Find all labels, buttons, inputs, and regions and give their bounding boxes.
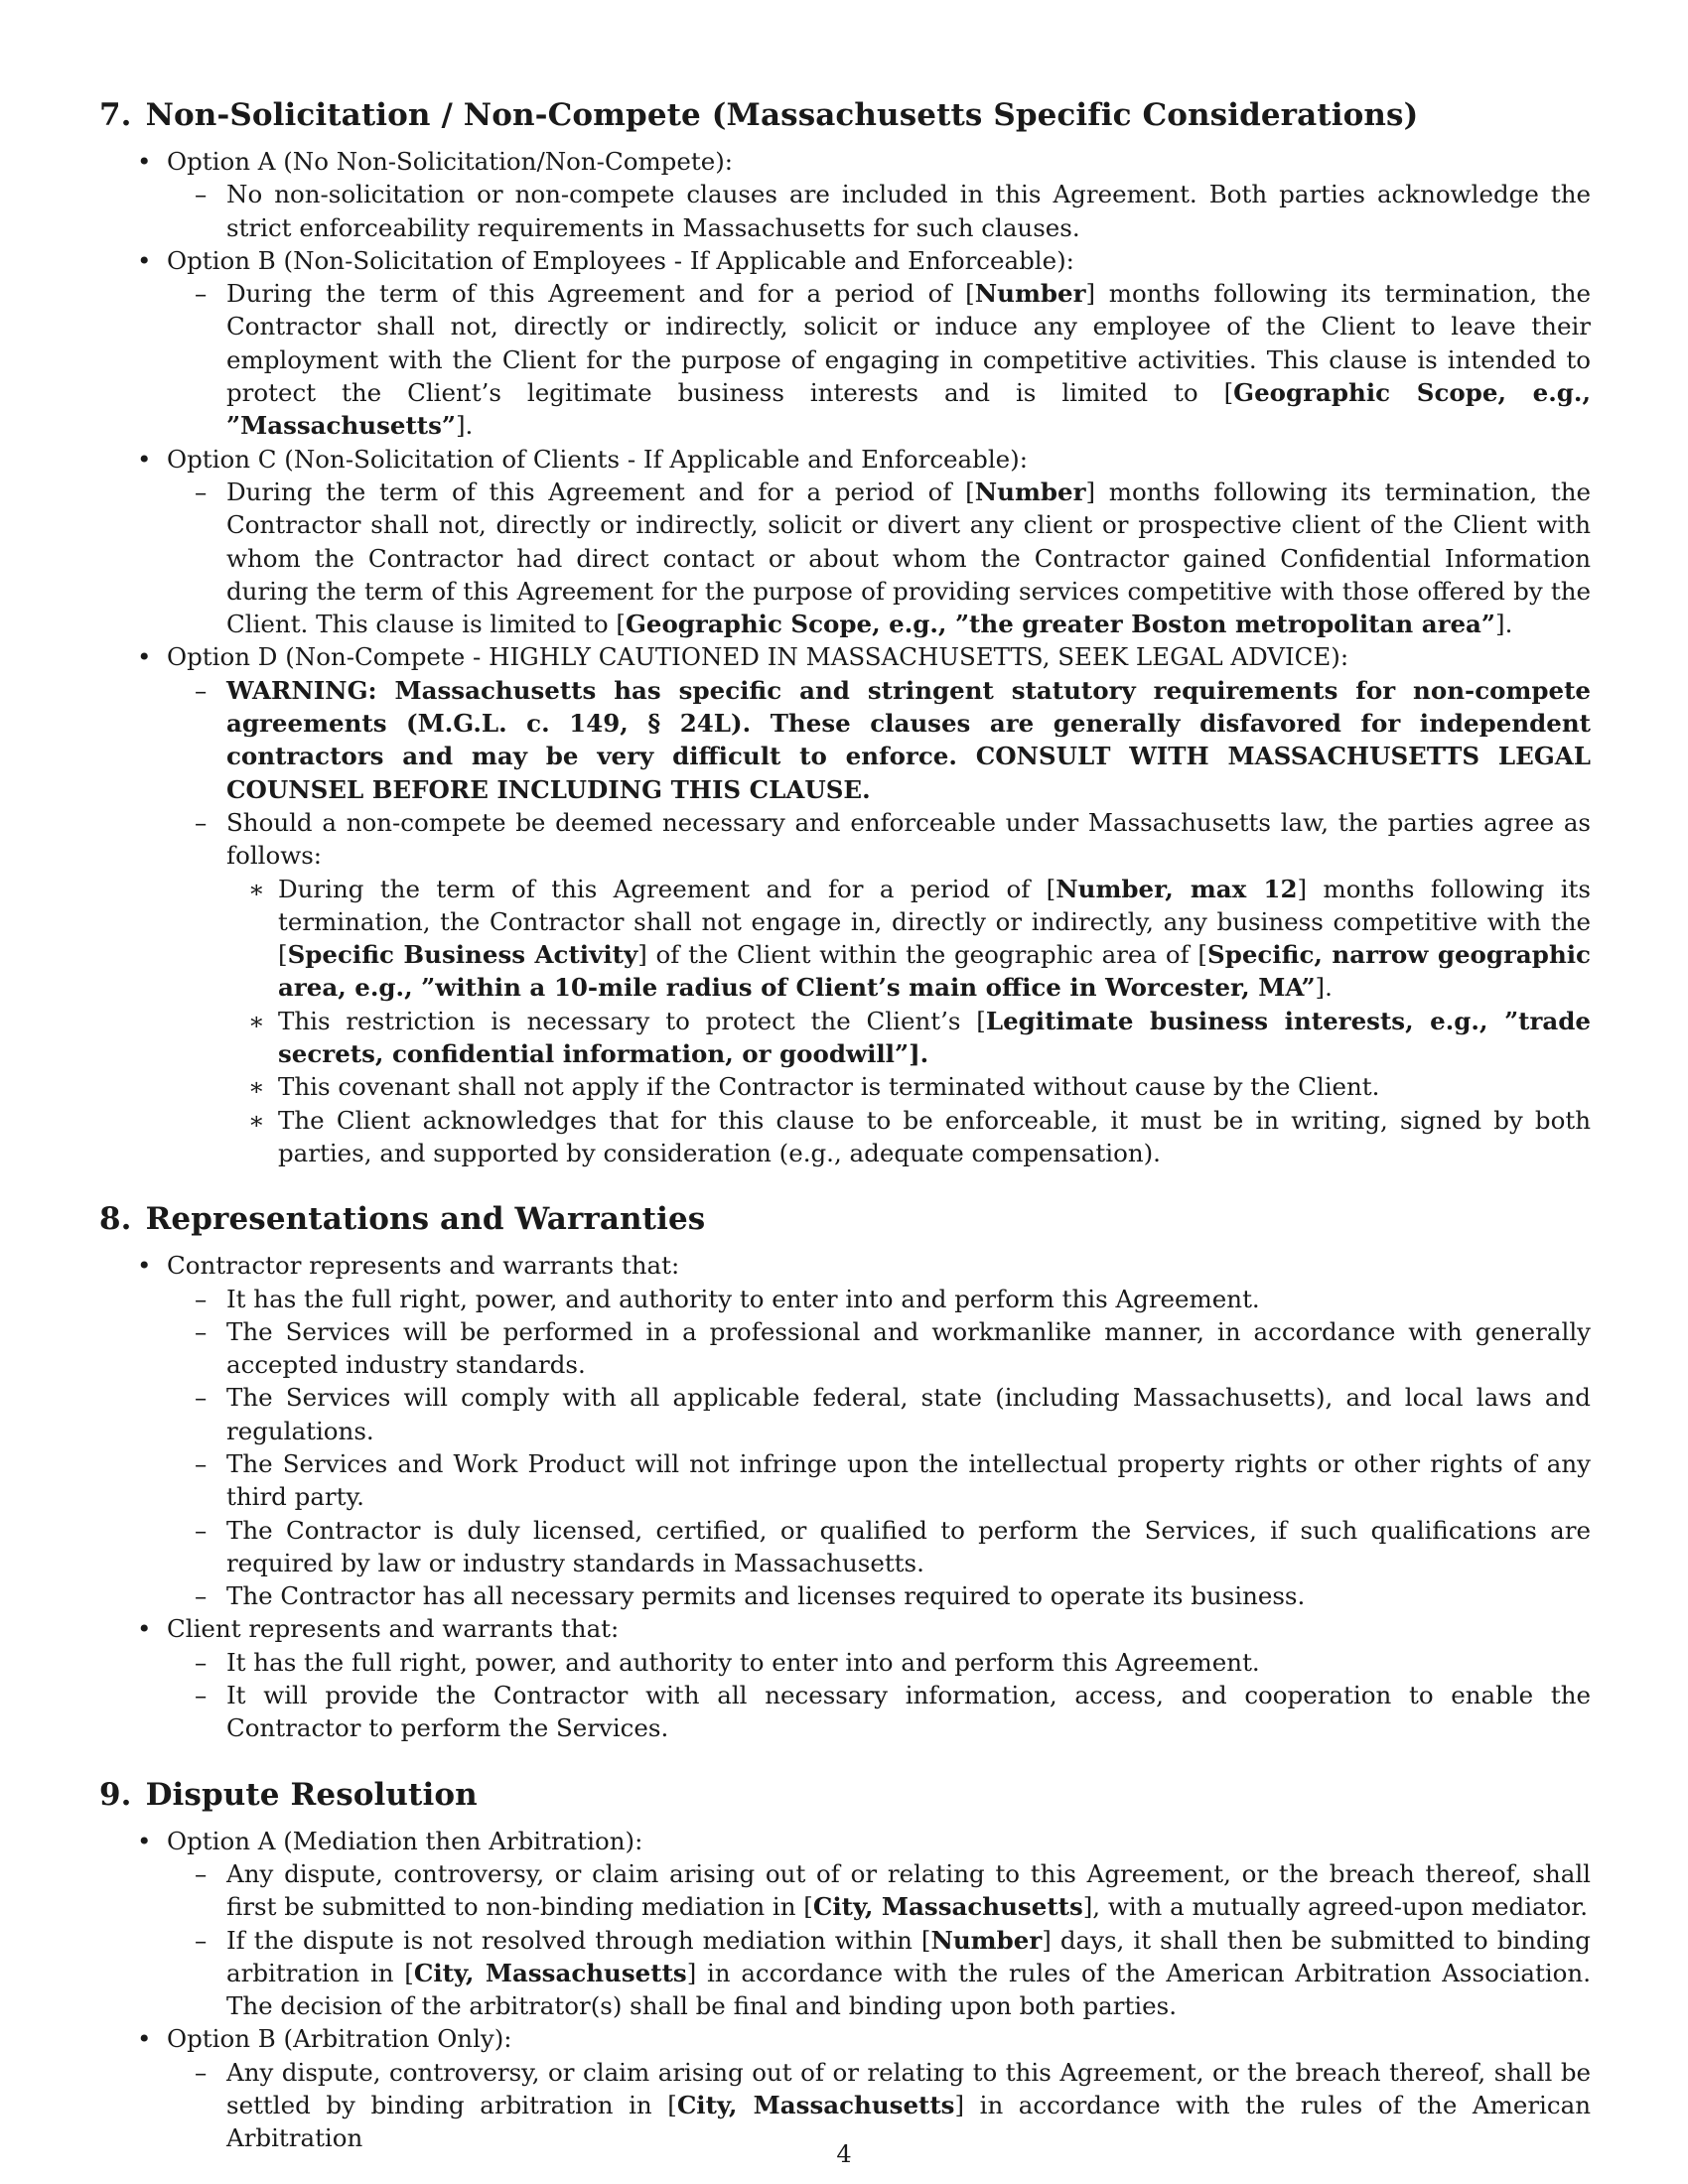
- clause-text: ].: [1315, 973, 1333, 1003]
- clause-text: ] months following its termination, the Contractor shall not, directly or indirectly, solicit or divert any client or prospective client of the Client with whom the Contractor had direct contact or about whom the Contractor gained Confidential Information during the term of this Agreement for the purpose of providing services competitive with those offered by the Client. This clause is limited to [: [226, 477, 1591, 639]
- list-item: [99, 2022, 1591, 2154]
- section-title: Representations and Warranties: [145, 1201, 706, 1238]
- clause-text: During the term of this Agreement and for a period of [: [226, 477, 975, 506]
- section-number: 8.: [99, 1201, 132, 1238]
- option-label: Option C (Non-Solicitation of Clients - If Applicable and Enforceable):: [167, 444, 1028, 474]
- section-heading-8: [99, 1199, 1591, 1239]
- bullet-marker: •: [137, 245, 152, 275]
- option-label: Option A (No Non-Solicitation/Non-Compete):: [167, 147, 734, 176]
- dash-marker: –: [195, 1681, 208, 1710]
- clause-text: Any dispute, controversy, or claim arising out of or relating to this Agreement, or the breach thereof, shall be settled by binding arbitration in [: [226, 2057, 1591, 2120]
- option-label: Option A (Mediation then Arbitration):: [167, 1826, 643, 1855]
- placeholder-field: City, Massachusetts: [676, 2091, 955, 2120]
- clause-text: The Services will be performed in a professional and workmanlike manner, in accordance with generally accepted industry standards.: [226, 1316, 1591, 1380]
- dash-marker: –: [195, 1515, 208, 1545]
- clause-text: It has the full right, power, and authority to enter into and perform this Agreement.: [226, 1284, 1260, 1313]
- dash-marker: –: [195, 1448, 208, 1478]
- list-item: [226, 873, 1591, 1005]
- dash-marker: –: [195, 1383, 208, 1413]
- clause-text: The Contractor is duly licensed, certified, or qualified to perform the Services, if such qualifications are required by law or industry standards in Massachusetts.: [226, 1515, 1591, 1577]
- placeholder-field: Number: [974, 477, 1086, 506]
- section-7-list: [99, 145, 1591, 1169]
- asterisk-marker: ∗: [248, 1006, 265, 1035]
- list-item: [167, 1514, 1591, 1580]
- sub-list: [167, 674, 1591, 1169]
- placeholder-field: Specific Business Activity: [287, 940, 638, 970]
- list-item: [99, 145, 1591, 244]
- clause-text: ] in accordance with the rules of the American Arbitration Association. The decision of the arbitrator(s) shall be final and binding upon both parties.: [226, 1958, 1591, 2021]
- list-item: [167, 1315, 1591, 1382]
- clause-text: During the term of this Agreement and for a period of [: [278, 874, 1056, 903]
- clause-text: ].: [456, 411, 474, 441]
- bullet-marker: •: [137, 1251, 152, 1281]
- dash-marker: –: [195, 675, 208, 705]
- list-item: [99, 244, 1591, 443]
- bullet-marker: •: [137, 2024, 152, 2054]
- list-item: [99, 640, 1591, 1169]
- dash-marker: –: [195, 1925, 208, 1955]
- clause-text: This covenant shall not apply if the Contractor is terminated without cause by the Client.: [278, 1072, 1380, 1102]
- bullet-marker: •: [137, 642, 152, 672]
- placeholder-field: Number, max 12: [1055, 874, 1298, 903]
- sub-sub-list: [226, 873, 1591, 1170]
- list-item: [167, 1924, 1591, 2023]
- section-number: 7.: [99, 97, 132, 133]
- list-item: [99, 443, 1591, 641]
- list-item: [226, 1070, 1591, 1103]
- dash-marker: –: [195, 1647, 208, 1677]
- option-label: Option B (Non-Solicitation of Employees - If Applicable and Enforceable):: [167, 245, 1074, 275]
- clause-text: Should a non-compete be deemed necessary and enforceable under Massachusetts law, the parties agree as follows:: [226, 807, 1591, 871]
- sub-list: [167, 1857, 1591, 2022]
- clause-text: This restriction is necessary to protect the Client’s [: [278, 1006, 986, 1035]
- dash-marker: –: [195, 1316, 208, 1346]
- section-heading-7: [99, 95, 1591, 135]
- clause-text: ] in accordance with the rules of the American Arbitration: [226, 2091, 1591, 2153]
- section-number: 9.: [99, 1776, 132, 1813]
- list-item: [167, 178, 1591, 244]
- placeholder-field: Specific, narrow geographic area, e.g., ”within a 10-mile radius of Client’s main office in Worcester, MA”: [278, 940, 1591, 1003]
- list-item: [167, 674, 1591, 806]
- asterisk-marker: ∗: [248, 1105, 265, 1135]
- option-label: Option D (Non-Compete - HIGHLY CAUTIONED IN MASSACHUSETTS, SEEK LEGAL ADVICE):: [167, 642, 1349, 672]
- bullet-marker: •: [137, 1826, 152, 1855]
- option-label: Contractor represents and warrants that:: [167, 1251, 680, 1281]
- option-label: Client represents and warrants that:: [167, 1614, 620, 1644]
- list-item: [167, 1283, 1591, 1315]
- page-number: 4: [836, 2140, 852, 2168]
- placeholder-field: Number: [974, 279, 1086, 309]
- dash-marker: –: [195, 1284, 208, 1313]
- clause-text: If the dispute is not resolved through mediation within [: [226, 1925, 931, 1955]
- list-item: [99, 1249, 1591, 1612]
- clause-text: No non-solicitation or non-compete clauses are included in this Agreement. Both parties acknowledge the strict enforceability requirements in Massachusetts for such clauses.: [226, 180, 1591, 242]
- list-item: [167, 476, 1591, 640]
- clause-text: It will provide the Contractor with all necessary information, access, and cooperation to enable the Contractor to perform the Services.: [226, 1681, 1591, 1743]
- list-item: [167, 1857, 1591, 1924]
- sub-list: [167, 178, 1591, 244]
- section-9-list: [99, 1825, 1591, 2155]
- clause-text: The Contractor has all necessary permits and licenses required to operate its business.: [226, 1581, 1306, 1611]
- placeholder-field: City, Massachusetts: [812, 1892, 1083, 1922]
- sub-list: [167, 476, 1591, 640]
- clause-text: ], with a mutually agreed-upon mediator.: [1082, 1892, 1589, 1922]
- clause-text: ] of the Client within the geographic area of [: [637, 940, 1207, 970]
- list-item: [226, 1104, 1591, 1170]
- clause-text: ].: [1495, 610, 1513, 639]
- list-item: [167, 806, 1591, 1169]
- placeholder-field: City, Massachusetts: [413, 1958, 687, 1987]
- clause-text: ] months following its termination, the Contractor shall not, directly or indirectly, solicit or induce any employee of the Client to leave their employment with the Client for the purpose of engaging in competitive activities. This clause is intended to protect the Client’s legitimate business interests and is limited to [: [226, 279, 1591, 408]
- clause-text: ] days, it shall then be submitted to binding arbitration in [: [226, 1925, 1591, 1987]
- placeholder-field: Geographic Scope, e.g., ”the greater Boston metropolitan area”: [625, 610, 1496, 639]
- list-item: [167, 1579, 1591, 1612]
- asterisk-marker: ∗: [248, 1072, 265, 1102]
- clause-text: During the term of this Agreement and for a period of [: [226, 279, 975, 309]
- option-label: Option B (Arbitration Only):: [167, 2024, 512, 2054]
- list-item: [167, 1447, 1591, 1514]
- bullet-marker: •: [137, 1614, 152, 1644]
- list-item: [167, 1679, 1591, 1745]
- list-item: [226, 1005, 1591, 1071]
- list-item: [167, 277, 1591, 442]
- sub-list: [167, 1646, 1591, 1745]
- dash-marker: –: [195, 1858, 208, 1888]
- asterisk-marker: ∗: [248, 874, 265, 903]
- clause-text: ] months following its termination, the Contractor shall not engage in, directly or indirectly, any business competitive with the [: [278, 874, 1591, 970]
- placeholder-field: Legitimate business interests, e.g., ”trade secrets, confidential information, or goodwill”].: [278, 1006, 1591, 1069]
- dash-marker: –: [195, 279, 208, 309]
- list-item: [167, 1646, 1591, 1679]
- page-content: [99, 95, 1591, 2155]
- section-heading-9: [99, 1775, 1591, 1815]
- sub-list: [167, 1283, 1591, 1613]
- dash-marker: –: [195, 477, 208, 506]
- clause-text: Any dispute, controversy, or claim arising out of or relating to this Agreement, or the breach thereof, shall first be submitted to non-binding mediation in [: [226, 1858, 1591, 1922]
- bullet-marker: •: [137, 147, 152, 176]
- warning-text: WARNING: Massachusetts has specific and stringent statutory requirements for non-compete agreements (M.G.L. c. 149, § 24L). These clauses are generally disfavored for independent contractors and may be very difficult to enforce. CONSULT WITH MASSACHUSETTS LEGAL COUNSEL BEFORE INCLUDING THIS CLAUSE.: [226, 675, 1591, 804]
- clause-text: The Services will comply with all applicable federal, state (including Massachusetts), and local laws and regulations.: [226, 1383, 1591, 1445]
- list-item: [167, 1381, 1591, 1447]
- section-title: Non-Solicitation / Non-Compete (Massachusetts Specific Considerations): [145, 97, 1419, 133]
- section-title: Dispute Resolution: [145, 1776, 478, 1813]
- dash-marker: –: [195, 2057, 208, 2087]
- bullet-marker: •: [137, 444, 152, 474]
- dash-marker: –: [195, 180, 208, 209]
- placeholder-field: Geographic Scope, e.g., ”Massachusetts”: [226, 378, 1591, 441]
- dash-marker: –: [195, 1581, 208, 1611]
- section-8-list: [99, 1249, 1591, 1744]
- list-item: [99, 1612, 1591, 1744]
- placeholder-field: Number: [930, 1925, 1043, 1955]
- sub-list: [167, 277, 1591, 442]
- clause-text: The Client acknowledges that for this clause to be enforceable, it must be in writing, signed by both parties, and supported by consideration (e.g., adequate compensation).: [278, 1105, 1591, 1167]
- dash-marker: –: [195, 807, 208, 837]
- clause-text: The Services and Work Product will not infringe upon the intellectual property rights or other rights of any third party.: [226, 1448, 1591, 1512]
- clause-text: It has the full right, power, and authority to enter into and perform this Agreement.: [226, 1647, 1260, 1677]
- list-item: [99, 1825, 1591, 2023]
